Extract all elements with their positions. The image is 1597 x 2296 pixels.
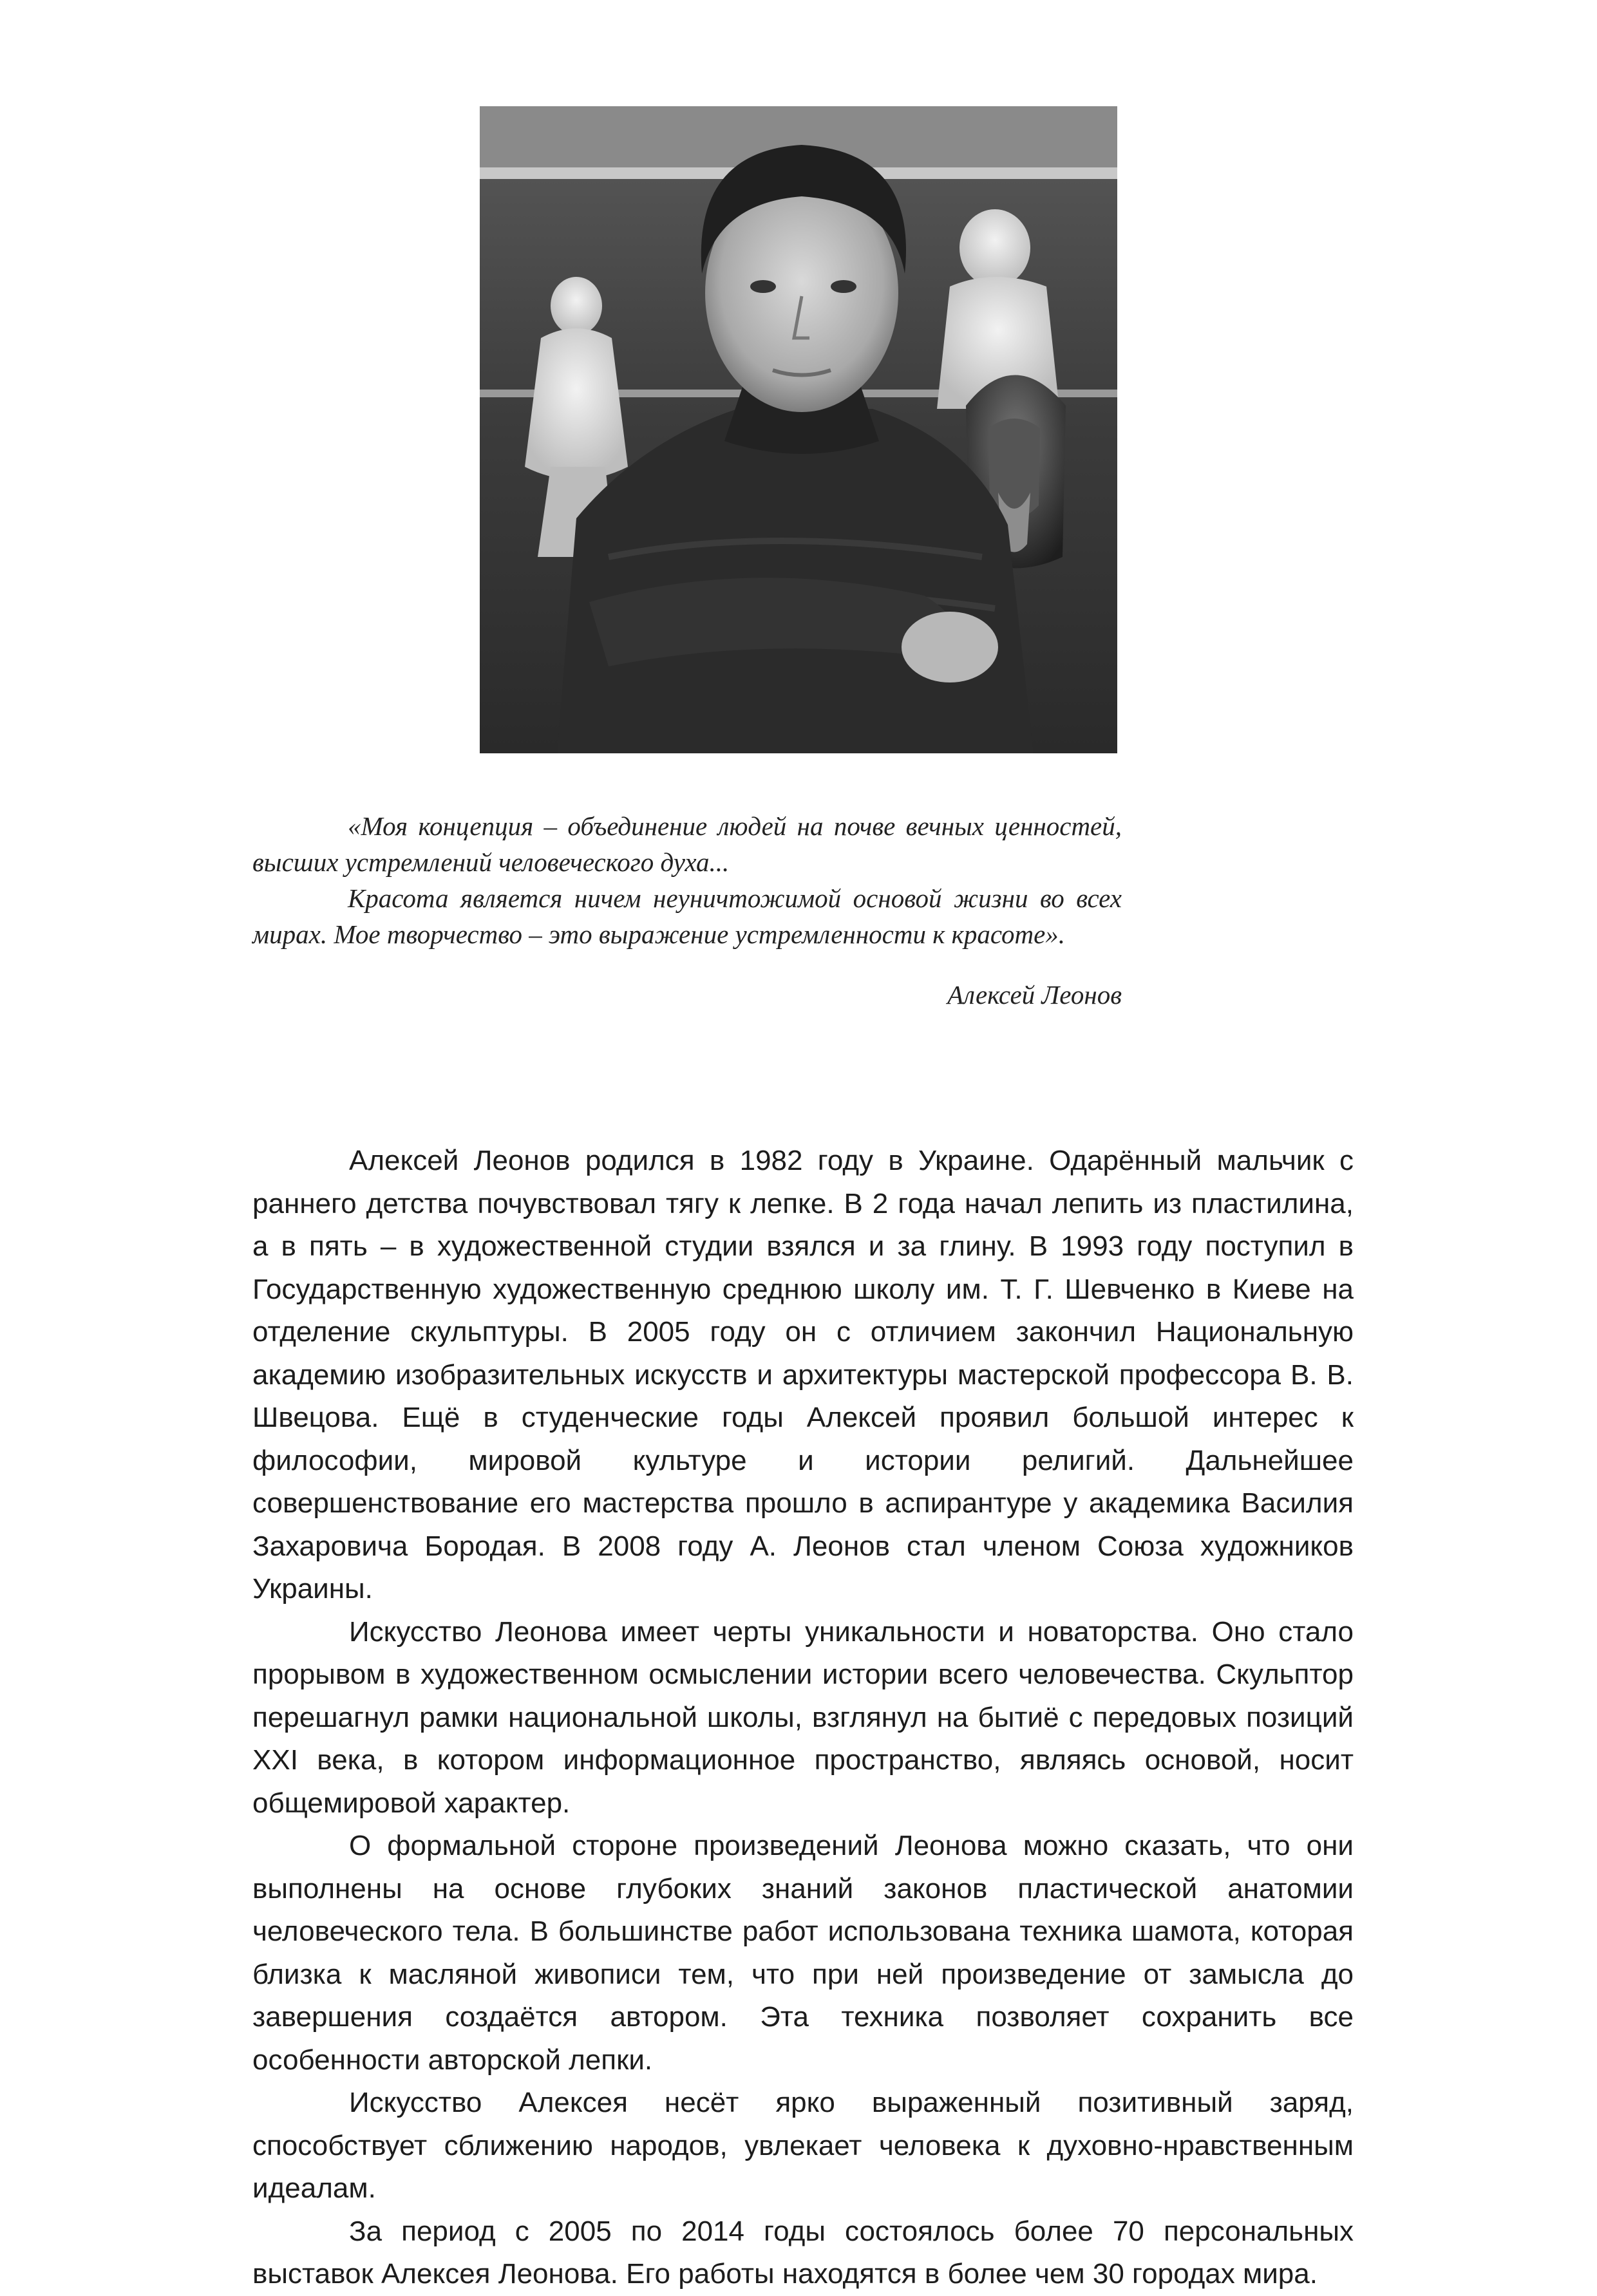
- body-paragraph: О формальной стороне произведений Леонова можно сказать, что они выполнены на основе глубоких знаний законов пластической анатомии человеческого тела. В большинстве работ использована техника шамота, которая близка к масляной живописи тем, что при ней произведение от замысла до завершения создаётся автором. Эта техника позволяет сохранить все особенности авторской лепки.: [252, 1830, 1354, 2076]
- body-paragraph: Алексей Леонов родился в 1982 году в Украине. Одарённый мальчик с раннего детства почувствовал тягу к лепке. В 2 года начал лепить из пластилина, а в пять – в художественной студии взялся и за глину. В 1993 году поступил в Государственную художественную среднюю школу им. Т. Г. Шевченко в Киеве на отделение скульптуры. В 2005 году он с отличием закончил Национальную академию изобразительных искусств и архитектуры мастерской профессора В. В. Швецова. Ещё в студенческие годы Алексей проявил большой интерес к философии, мировой культуре и истории религий. Дальнейшее совершенствование его мастерства прошло в аспирантуре у академика Василия Захаровича Бородая. В 2008 году А. Леонов стал членом Союза художников Украины.: [252, 1145, 1354, 1604]
- author-portrait-photo: [480, 106, 1117, 753]
- epigraph-quote: [252, 808, 1122, 1013]
- portrait-illustration: [480, 106, 1117, 753]
- biography-text: [252, 1140, 1354, 2296]
- epigraph-paragraph: Красота является ничем неуничтожимой основой жизни во всех мирах. Мое творчество – это выражение устремленности к красоте».: [252, 883, 1122, 949]
- body-paragraph: Искусство Алексея несёт ярко выраженный позитивный заряд, способствует сближению народов, увлекает человека к духовно-нравственным идеалам.: [252, 2087, 1354, 2204]
- epigraph-author: Алексей Леонов: [947, 980, 1122, 1010]
- body-paragraph: За период с 2005 по 2014 годы состоялось более 70 персональных выставок Алексея Леонова. Его работы находятся в более чем 30 городах мира.: [252, 2215, 1354, 2290]
- body-paragraph: Искусство Леонова имеет черты уникальности и новаторства. Оно стало прорывом в художественном осмыслении истории всего человечества. Скульптор перешагнул рамки национальной школы, взглянул на бытиё с передовых позиций XXI века, в котором информационное пространство, являясь основой, носит общемировой характер.: [252, 1615, 1354, 1819]
- epigraph-paragraph: «Моя концепция – объединение людей на почве вечных ценностей, высших устремлений человеческого духа...: [252, 811, 1122, 877]
